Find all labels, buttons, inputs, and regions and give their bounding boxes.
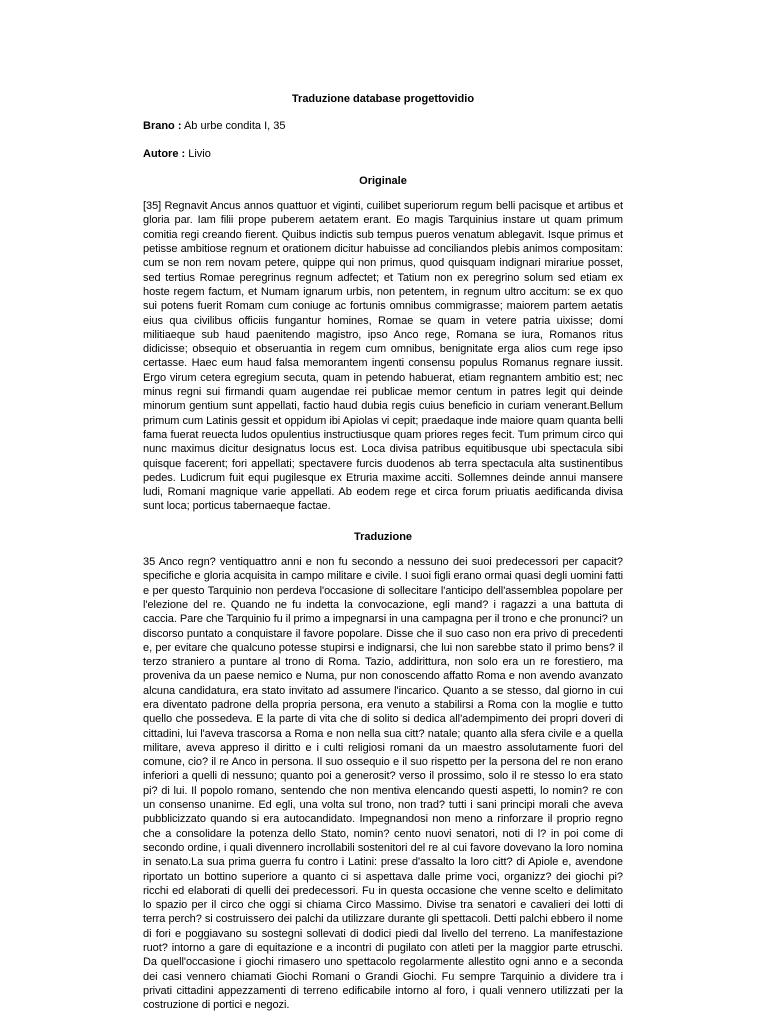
brano-value: Ab urbe condita I, 35 bbox=[183, 120, 286, 133]
traduzione-text: 35 Anco regn? ventiquattro anni e non fu secondo a nessuno dei suoi predecessori per capacit? specifiche e gloria acquisita in campo militare e civile. I suoi figli erano ormai quasi degli uomini fatti e per questo Tarquinio non perdeva l'occasione di sollecitare l'anticipo dell'assemblea popolare per l'elezione del re. Quando ne fu indetta la convocazione, egli mand? i ragazzi a una battuta di caccia. Pare che Tarquinio fu il primo a impegnarsi in una campagna per il trono e che pronunci? un discorso puntato a conquistare il favore popolare. Disse che il suo caso non era privo di precedenti e, per evitare che qualcuno potesse stupirsi e indignarsi, che lui non sarebbe stato il primo bens? il terzo straniero a puntare al trono di Roma. Tazio, addirittura, non solo era un re forestiero, ma proveniva da un paese nemico e Numa, pur non conoscendo affatto Roma e non avendo avanzato alcuna candidatura, era stato invitato ad assumere l'incarico. Quanto a se stesso, dal giorno in cui era diventato padrone della propria persona, era venuto a stabilirsi a Roma con la moglie e tutto quello che possedeva. E la parte di vita che di solito si dedica all'adempimento dei propri doveri di cittadini, lui l'aveva trascorsa a Roma e non nella sua citt? natale; quanto alla sfera civile e a quella militare, aveva appreso il diritto e i culti religiosi romani da un maestro assolutamente fuori del comune, cio? il re Anco in persona. Il suo ossequio e il suo rispetto per la persona del re non erano inferiori a quelli di nessuno; quanto poi a generosit? verso il prossimo, solo il re stesso lo era stato pi? di lui. Il popolo romano, sentendo che non mentiva elencando questi aspetti, lo nomin? re con un consenso unanime. Ed egli, una volta sul trono, non trad? tutti i sani principi morali che aveva pubblicizzato quando si era autocandidato. Impegnandosi non meno a rinforzare il proprio regno che a consolidare la potenza dello Stato, nomin? cento nuovi senatori, noti di l? in poi come di secondo ordine, i quali divennero incrollabili sostenitori del re al cui favore dovevano la loro nomina in senato.La sua prima guerra fu contro i Latini: prese d'assalto la loro citt? di Apiole e, avendone riportato un bottino superiore a quanto ci si aspettava dalle prime voci, organizz? dei giochi pi? ricchi ed elaborati di quelli dei predecessori. Fu in questa occasione che venne scelto e delimitato lo spazio per il circo che oggi si chiama Circo Massimo. Divise tra senatori e cavalieri dei lotti di terra perch? si costruissero dei palchi da utilizzare durante gli spettacoli. Detti palchi ebbero il nome di fori e poggiavano su sostegni sollevati di dodici piedi dal livello del terreno. La manifestazione ruot? intorno a gare di equitazione e a incontri di pugilato con atleti per la maggior parte etruschi. Da quell'occasione i giochi rimasero uno spettacolo regolarmente allestito ogni anno e a seconda dei casi vennero chiamati Giochi Romani o Grandi Giochi. Fu sempre Tarquinio a dividere tra i privati cittadini appezzamenti di terreno edificabile intorno al foro, i quali vennero utilizzati per la costruzione di portici e negozi. bbox=[143, 556, 623, 1012]
brano-line bbox=[143, 119, 623, 133]
autore-label: Autore : bbox=[143, 147, 186, 160]
autore-line bbox=[143, 147, 623, 161]
originale-heading: Originale bbox=[359, 174, 407, 187]
document-page bbox=[143, 92, 623, 1029]
document-title: Traduzione database progettovidio bbox=[291, 93, 475, 105]
originale-text: [35] Regnavit Ancus annos quattuor et viginti, cuilibet superiorum regum belli pacisque et artibus et gloria par. Iam filii prope puberem aetatem erant. Eo magis Tarquinius instare ut quam primum comitia regi creando fierent. Quibus indictis sub tempus pueros venatum ablegavit. Isque primus et petisse ambitiose regnum et orationem dicitur habuisse ad conciliandos plebis animos compositam: cum se non rem novam petere, quippe qui non primus, quod quisquam indignari mirariue posset, sed tertius Romae peregrinus regnum adfectet; et Tatium non ex peregrino solum sed etiam ex hoste regem factum, et Numam ignarum urbis, non petentem, in regnum ultro accitum: se ex quo sui potens fuerit Romam cum coniuge ac fortunis omnibus commigrasse; maiorem partem aetatis eius qua civilibus officiis fungantur homines, Romae se quam in vetere patria uixisse; domi militiaeque sub haud paenitendo magistro, ipso Anco rege, Romana se iura, Romanos ritus didicisse; obsequio et obseruantia in regem cum omnibus, benignitate erga alios cum rege ipso certasse. Haec eum haud falsa memorantem ingenti consensu populus Romanus regnare iussit. Ergo virum cetera egregium secuta, quam in petendo habuerat, etiam regnantem ambitio est; nec minus regni sui firmandi quam augendae rei publicae memor centum in patres legit qui deinde minorum gentium sunt appellati, factio haud dubia regis cuius beneficio in curiam venerant.Bellum primum cum Latinis gessit et oppidum ibi Apiolas vi cepit; praedaque inde maiore quam quanta belli fama fuerat reuecta ludos opulentius instructiusque quam priores reges fecit. Tum primum circo qui nunc maximus dicitur designatus locus est. Loca divisa patribus equitibusque ubi spectacula sibi quisque facerent; fori appellati; spectavere furcis duodenos ab terra spectacula alta sustinentibus pedes. Ludicrum fuit equi pugilesque ex Etruria maxime acciti. Sollemnes deinde annui mansere ludi, Romani magnique varie appellati. Ab eodem rege et circa forum priuatis aedificanda divisa sunt loca; porticus tabernaeque factae. bbox=[143, 200, 623, 513]
autore-value: Livio bbox=[188, 147, 211, 160]
brano-label: Brano : bbox=[143, 120, 182, 133]
traduzione-heading: Traduzione bbox=[353, 530, 413, 543]
